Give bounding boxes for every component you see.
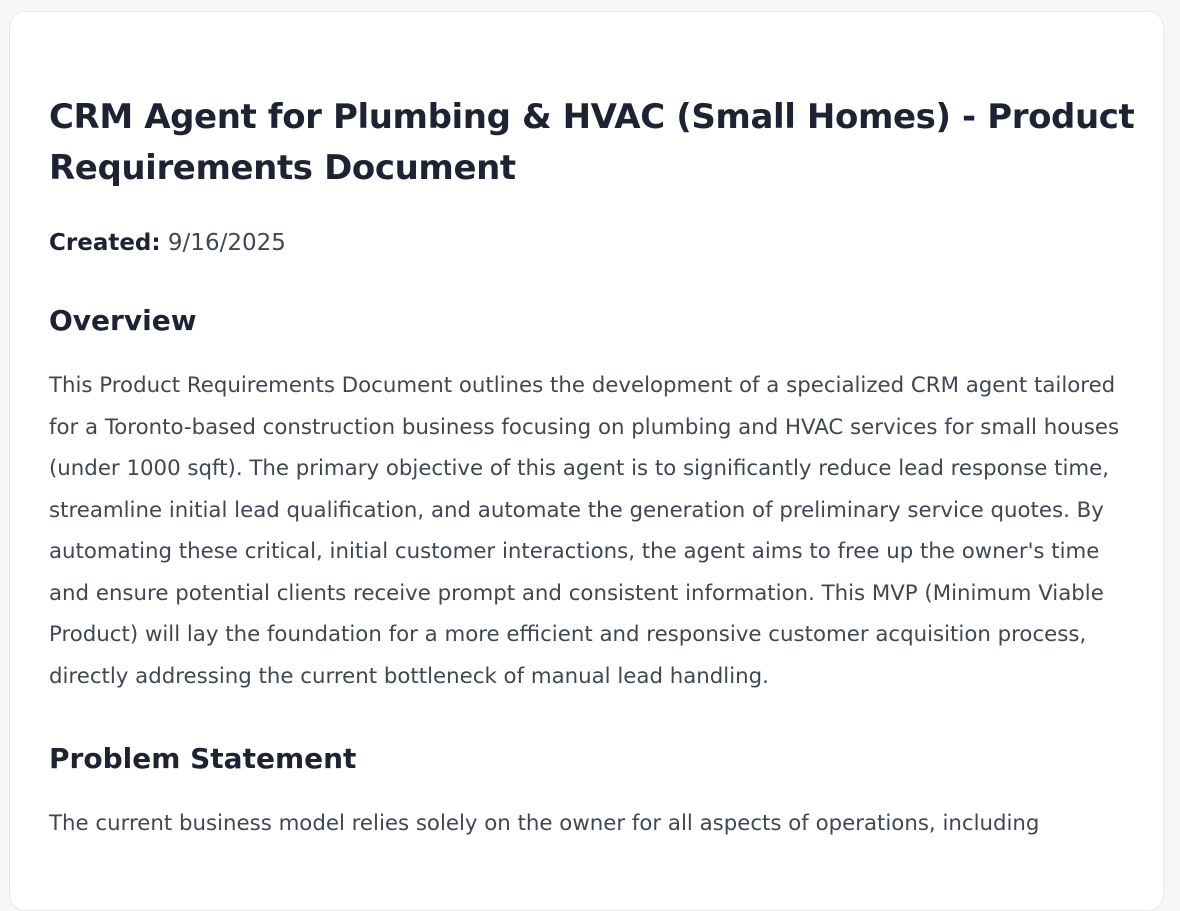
overview-paragraph: This Product Requirements Document outlines the development of a specialized CRM agent tailored for a Toronto-based construction business focusing on plumbing and HVAC services for small houses (under 1000 sqft). The primary objective of this agent is to significantly reduce lead response time, streamline initial lead qualification, and automate the generation of preliminary service quotes. By automating these critical, initial customer interactions, the agent aims to free up the owner's time and ensure potential clients receive prompt and consistent information. This MVP (Minimum Viable Product) will lay the foundation for a more efficient and responsive customer acquisition process, directly addressing the current bottleneck of manual lead handling.	[49, 373, 1120, 689]
created-label: Created:	[49, 230, 161, 256]
overview-heading: Overview	[49, 304, 197, 337]
document-content	[49, 92, 1139, 845]
document-card	[9, 11, 1164, 911]
created-date: 9/16/2025	[167, 230, 286, 256]
document-title: CRM Agent for Plumbing & HVAC (Small Homes) - Product Requirements Document	[49, 97, 1135, 188]
problem-statement-heading: Problem Statement	[49, 742, 357, 775]
problem-statement-paragraph: The current business model relies solely on the owner for all aspects of operations, including	[49, 811, 1040, 836]
created-meta	[49, 228, 1139, 258]
